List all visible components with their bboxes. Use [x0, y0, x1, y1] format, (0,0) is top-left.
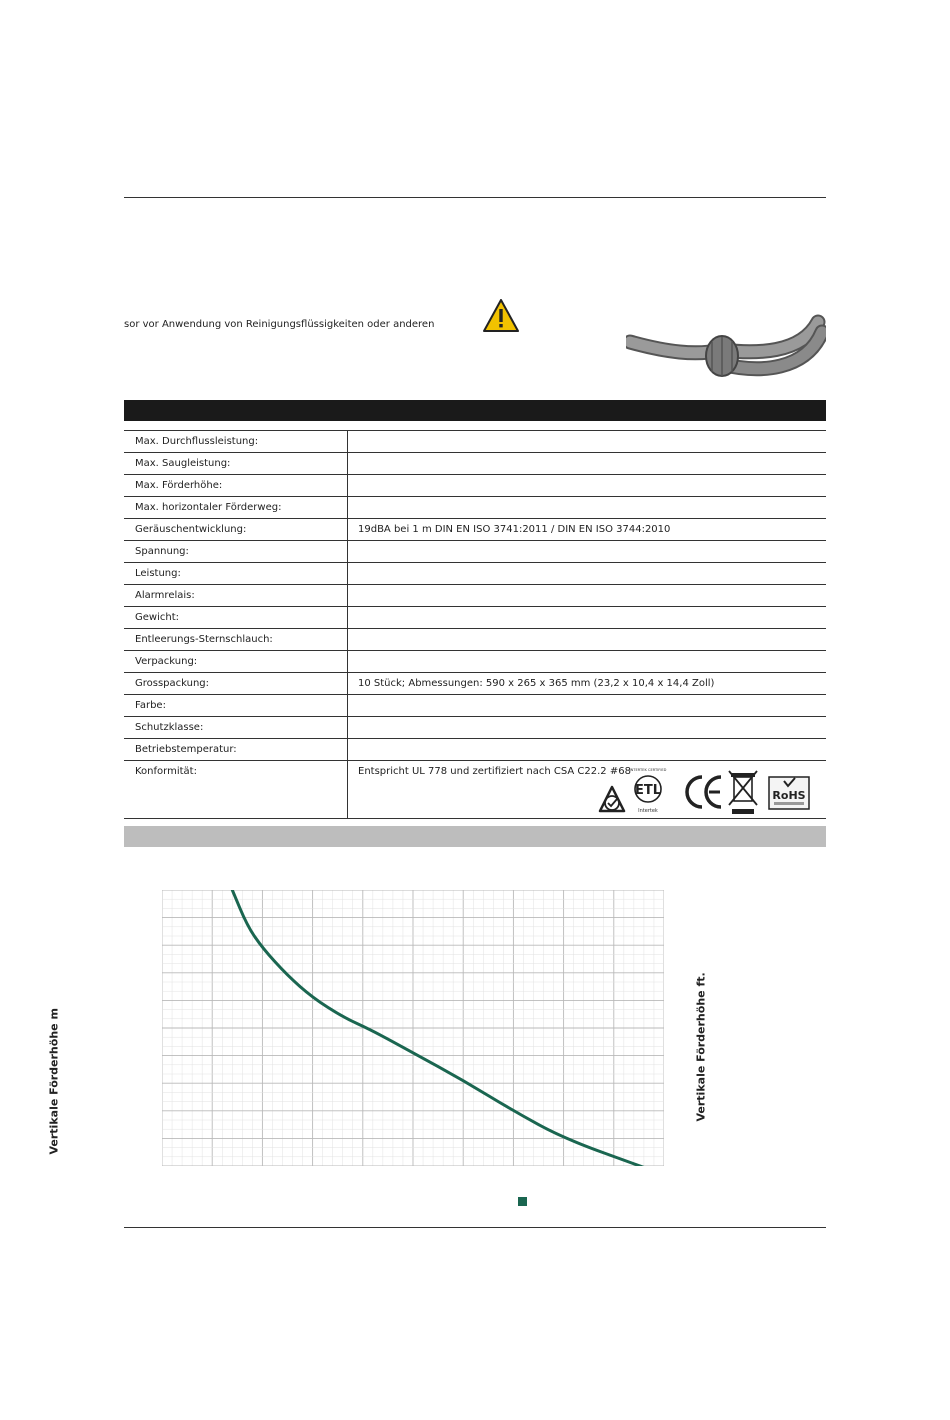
- spec-label: Max. Saugleistung:: [124, 453, 348, 474]
- spec-value: [348, 541, 826, 562]
- ce-mark-icon: [687, 777, 721, 807]
- spec-label: Betriebstemperatur:: [124, 739, 348, 760]
- spec-value: [348, 453, 826, 474]
- performance-chart: [162, 890, 664, 1166]
- svg-text:ETL: ETL: [634, 783, 662, 798]
- spec-value: 19dBA bei 1 m DIN EN ISO 3741:2011 / DIN EN ISO 3744:2010: [358, 524, 671, 535]
- drain-hose-image: [626, 314, 826, 386]
- certification-logos: [594, 767, 814, 815]
- etl-bottom-text: Intertek: [638, 808, 658, 814]
- spec-row-gewicht: [124, 607, 826, 629]
- spec-row-alarmrelais: [124, 585, 826, 607]
- spec-value: [348, 651, 826, 672]
- spec-row-schutzklasse: [124, 717, 826, 739]
- spec-value: [348, 761, 826, 818]
- top-rule: [124, 197, 826, 198]
- bottom-rule: [124, 1227, 826, 1228]
- performance-chart-header-bar: [124, 826, 826, 847]
- specifications-header-bar: [124, 400, 826, 421]
- spec-label: Gewicht:: [124, 607, 348, 628]
- spec-label: Alarmrelais:: [124, 585, 348, 606]
- spec-row-durchflussleistung: [124, 431, 826, 453]
- spec-value: [348, 717, 826, 738]
- spec-row-grosspackung: [124, 673, 826, 695]
- spec-label: Spannung:: [124, 541, 348, 562]
- intro-text: sor vor Anwendung von Reinigungsflüssigkeiten oder anderen: [124, 319, 435, 330]
- etl-top-text: INTERTEK CERTIFIED: [629, 768, 667, 772]
- spec-label: Max. Durchflussleistung:: [124, 431, 348, 452]
- warning-icon: [483, 299, 519, 332]
- spec-row-betriebstemperatur: [124, 739, 826, 761]
- spec-label: Max. horizontaler Förderweg:: [124, 497, 348, 518]
- spec-value: [348, 475, 826, 496]
- legend-marker: [518, 1197, 527, 1206]
- spec-row-verpackung: [124, 651, 826, 673]
- spec-row-konformitaet: [124, 761, 826, 819]
- spec-row-leistung: [124, 563, 826, 585]
- conformity-text: Entspricht UL 778 und zertifiziert nach CSA C22.2 #68: [358, 766, 631, 777]
- spec-label: Geräuschentwicklung:: [124, 519, 348, 540]
- spec-value: [348, 431, 826, 452]
- spec-label: Entleerungs-Sternschlauch:: [124, 629, 348, 650]
- spec-row-foerderhoehe: [124, 475, 826, 497]
- y-axis-label-left: Vertikale Förderhöhe m: [47, 1008, 61, 1155]
- spec-row-spannung: [124, 541, 826, 563]
- spec-value: 10 Stück; Abmessungen: 590 x 265 x 365 mm (23,2 x 10,4 x 14,4 Zoll): [358, 678, 715, 689]
- spec-label: Konformität:: [124, 761, 348, 818]
- spec-value: [348, 629, 826, 650]
- spec-value: [348, 607, 826, 628]
- specifications-table: [124, 430, 826, 819]
- chart-grid: [162, 890, 664, 1166]
- spec-value: [348, 497, 826, 518]
- rohs-text: RoHS: [772, 789, 806, 802]
- y-axis-label-right: Vertikale Förderhöhe ft.: [694, 972, 708, 1122]
- rcm-mark-icon: [600, 787, 624, 811]
- spec-value: [348, 585, 826, 606]
- spec-row-entleerungs-sternschlauch: [124, 629, 826, 651]
- spec-row-geraeuschentwicklung: [124, 519, 826, 541]
- spec-row-saugleistung: [124, 453, 826, 475]
- spec-row-horizontaler-foerderweg: [124, 497, 826, 519]
- spec-label: Leistung:: [124, 563, 348, 584]
- spec-label: Grosspackung:: [124, 673, 348, 694]
- weee-bin-icon: [729, 771, 757, 814]
- spec-label: Verpackung:: [124, 651, 348, 672]
- spec-label: Schutzklasse:: [124, 717, 348, 738]
- rohs-compliant-icon: [769, 777, 809, 809]
- spec-label: Farbe:: [124, 695, 348, 716]
- etl-listed-icon: [630, 768, 667, 814]
- spec-value: [348, 563, 826, 584]
- spec-label: Max. Förderhöhe:: [124, 475, 348, 496]
- spec-row-farbe: [124, 695, 826, 717]
- spec-value: [348, 695, 826, 716]
- spec-value: [348, 739, 826, 760]
